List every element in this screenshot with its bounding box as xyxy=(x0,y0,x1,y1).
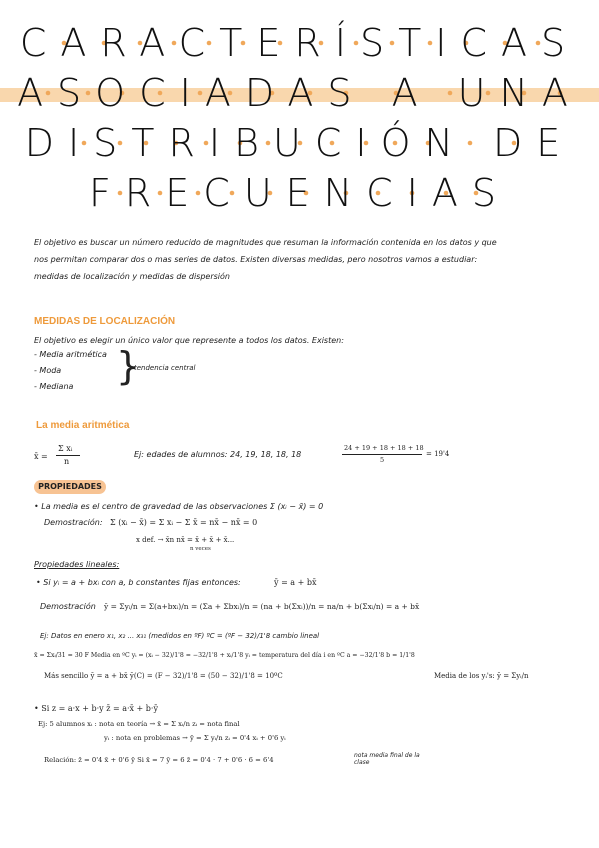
localizacion-item-media: - Media aritmética xyxy=(34,350,107,359)
title-line-3 xyxy=(0,118,599,168)
section-title-localizacion: MEDIDAS DE LOCALIZACIÓN xyxy=(34,316,176,327)
brace-icon: } xyxy=(116,344,141,388)
media-example-den: 5 xyxy=(380,456,385,464)
demo-def: x def. → x̄n nx̄ = x̄ + x̄ + x̄... xyxy=(136,536,235,544)
title-text-2: ASOCIADAS A UNA xyxy=(17,71,582,115)
ej1-line-3: Más sencillo ȳ = a + bx̄ ȳ(C) = (F − 32)/1'8 = (50 − 32)/1'8 = 10ºC xyxy=(44,672,283,680)
media-example-result: = 19'4 xyxy=(426,450,450,458)
lineal-1: • Si yᵢ = a + bxᵢ con a, b constantes fijas entonces: xyxy=(36,578,241,587)
title-text-1: CARACTERÍSTICAS xyxy=(19,21,580,65)
title-line-2 xyxy=(0,68,599,118)
ej2-line-4: nota media final de la clase xyxy=(354,752,420,766)
ej1-line-2: x̄ = Σxᵢ/31 = 30 F Media en ºC yᵢ = (xᵢ − 32)/1'8 = −32/1'8 + xᵢ/1'8 yᵢ = temperatura del día i en ºC a = −32/1'8 b = 1/1'8 xyxy=(34,652,415,659)
ej2-line-2: yᵢ : nota en problemas → ȳ = Σ yᵢ/n zᵢ = 0'4 xᵢ + 0'6 yᵢ xyxy=(104,734,286,742)
media-example: Ej: edades de alumnos: 24, 19, 18, 18, 18 xyxy=(134,450,302,459)
title-line-4 xyxy=(0,168,599,218)
demo2-eq: ȳ = Σyᵢ/n = Σ(a+bxᵢ)/n = (Σa + Σbxᵢ)/n = (na + b(Σxᵢ))/n = na/n + b(Σxᵢ/n) = a + bx̄ xyxy=(104,602,420,611)
ej2-line-1: Ej: 5 alumnos xᵢ : nota en teoría → x̄ = Σ xᵢ/n zᵢ = nota final xyxy=(38,720,240,728)
demo-eq: Σ (xᵢ − x̄) = Σ xᵢ − Σ x̄ = nx̄ − nx̄ = 0 xyxy=(110,518,258,527)
title-block xyxy=(0,18,599,218)
intro-line-2: nos permitan comparar dos o mas series de datos. Existen diversas medidas, pero nosotros vamos a estudiar: xyxy=(34,255,478,264)
media-formula-lhs: x̄ = xyxy=(34,452,48,461)
propiedades-badge: PROPIEDADES xyxy=(34,480,106,494)
ej1-line-4: Media de los yᵢ's: ȳ = Σyᵢ/n xyxy=(434,672,529,680)
lineal-1-result: ȳ = a + bx̄ xyxy=(274,578,317,587)
demo-veces: n veces xyxy=(190,546,211,552)
localizacion-item-moda: - Moda xyxy=(34,366,62,375)
intro-paragraph xyxy=(34,234,574,285)
media-example-num: 24 + 19 + 18 + 18 + 18 xyxy=(344,444,424,452)
brace-label: tendencia central xyxy=(134,364,196,372)
demo-label: Demostración: xyxy=(44,518,103,527)
title-line-1 xyxy=(0,18,599,68)
ej2-line-3: Relación: z̄ = 0'4 x̄ + 0'6 ȳ Si x̄ = 7 ȳ = 6 z̄ = 0'4 · 7 + 0'6 · 6 = 6'4 xyxy=(44,756,274,764)
media-formula-num: Σ xᵢ xyxy=(58,444,73,453)
lineal-title: Propiedades lineales: xyxy=(34,560,120,569)
section-title-media: La media aritmética xyxy=(36,420,130,431)
title-text-3: DISTRIBUCIÓN DE xyxy=(24,121,575,165)
intro-line-1: El objetivo es buscar un número reducido de magnitudes que resuman la información contenida en los datos y que xyxy=(34,238,497,247)
prop-1: • La media es el centro de gravedad de las observaciones Σ (xᵢ − x̄) = 0 xyxy=(34,502,324,511)
localizacion-item-mediana: - Mediana xyxy=(34,382,74,391)
fraction-bar xyxy=(56,455,80,456)
media-formula-den: n xyxy=(64,457,70,466)
intro-line-3: medidas de localización y medidas de dispersión xyxy=(34,272,230,281)
example-fraction-bar xyxy=(342,454,422,455)
ej1-line-1: Ej: Datos en enero x₁, x₂ ... x₃₁ (medidos en ºF) ºC = (ºF − 32)/1'8 cambio lineal xyxy=(40,632,320,640)
lineal-2: • Si z = a·x + b·y z̄ = a·x̄ + b·ȳ xyxy=(34,704,158,713)
demo2-label: Demostración xyxy=(40,602,96,611)
localizacion-text: El objetivo es elegir un único valor que represente a todos los datos. Existen: xyxy=(34,336,344,345)
title-text-4: FRECUENCIAS xyxy=(89,171,510,215)
